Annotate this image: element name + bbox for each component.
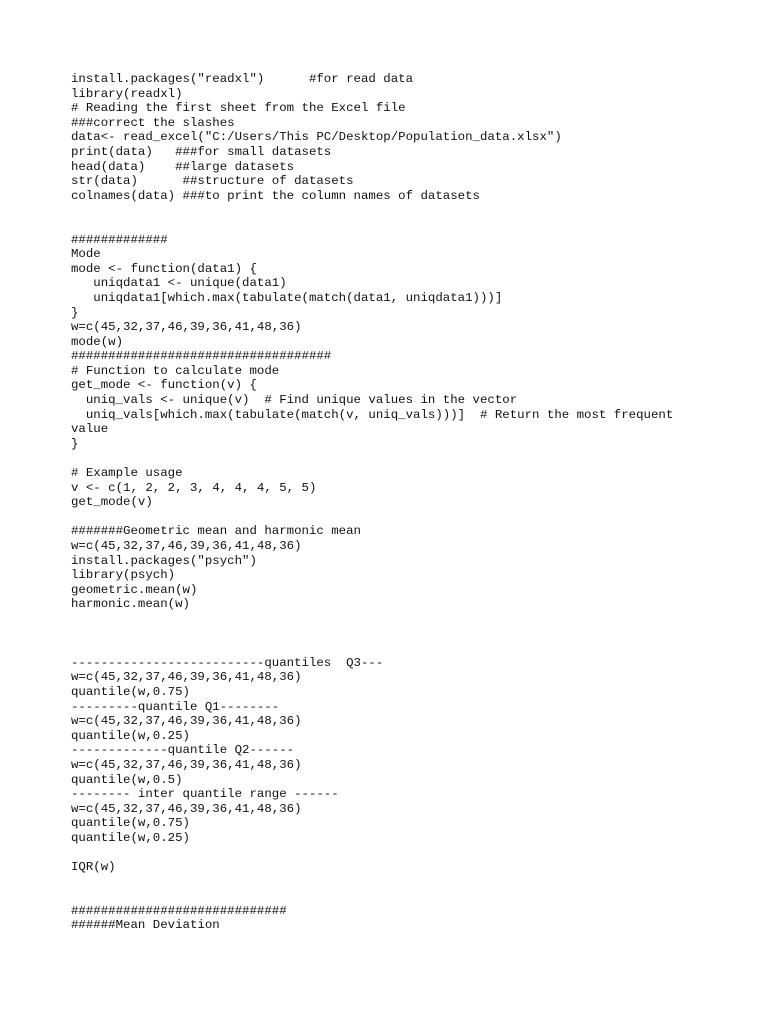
code-line [71, 612, 751, 627]
code-line: install.packages("readxl") #for read data [71, 72, 414, 86]
code-line: quantile(w,0.25) [71, 728, 190, 743]
code-line: geometric.mean(w) [71, 582, 198, 597]
code-line: #######Geometric mean and harmonic mean [71, 524, 361, 539]
code-line: uniqdata1[which.max(tabulate(match(data1, uniqdata1)))] [71, 290, 503, 305]
code-line: w=c(45,32,37,46,39,36,41,48,36) [71, 714, 302, 729]
code-line: v <- c(1, 2, 2, 3, 4, 4, 4, 5, 5) [71, 480, 317, 495]
code-line: print(data) ###for small datasets [71, 144, 332, 159]
code-line: quantile(w,0.75) [71, 684, 190, 699]
code-line: quantile(w,0.5) [71, 772, 183, 787]
code-line: value [71, 422, 109, 437]
code-line: data<- read_excel("C:/Users/This PC/Desktop/Population_data.xlsx") [71, 130, 562, 145]
code-line [71, 203, 751, 218]
code-line: get_mode(v) [71, 495, 153, 510]
code-line: -------------quantile Q2------ [71, 743, 295, 758]
code-line: quantile(w,0.25) [71, 830, 190, 845]
code-line: w=c(45,32,37,46,39,36,41,48,36) [71, 757, 302, 772]
code-line: # Function to calculate mode [71, 363, 280, 378]
code-line: ################################### [71, 349, 332, 364]
code-line [71, 641, 751, 656]
code-line: ############# [71, 232, 168, 247]
code-line: ############################# [71, 903, 287, 918]
code-line: get_mode <- function(v) { [71, 378, 257, 393]
code-line: w=c(45,32,37,46,39,36,41,48,36) [71, 801, 302, 816]
code-line: IQR(w) [71, 860, 116, 875]
code-line [71, 845, 751, 860]
code-line: harmonic.mean(w) [71, 597, 190, 612]
code-line: # Example usage [71, 466, 183, 481]
code-line: mode(w) [71, 334, 124, 349]
code-line: quantile(w,0.75) [71, 816, 190, 831]
code-line: ######Mean Deviation [71, 918, 220, 933]
code-line [71, 627, 751, 642]
code-line [71, 875, 751, 890]
code-text-block [71, 72, 751, 933]
code-line: --------------------------quantiles Q3--- [71, 655, 384, 670]
code-line: head(data) ##large datasets [71, 159, 295, 174]
code-line [71, 451, 751, 466]
code-line: } [71, 305, 79, 320]
code-line: } [71, 436, 79, 451]
code-line: install.packages("psych") [71, 553, 257, 568]
code-line: # Reading the first sheet from the Excel file [71, 101, 406, 116]
code-line: ---------quantile Q1-------- [71, 699, 280, 714]
code-line: w=c(45,32,37,46,39,36,41,48,36) [71, 539, 302, 553]
code-line [71, 889, 751, 904]
code-line: str(data) ##structure of datasets [71, 174, 354, 189]
code-line [71, 218, 751, 233]
code-line: uniq_vals[which.max(tabulate(match(v, uniq_vals)))] # Return the most frequent [71, 407, 674, 422]
code-line: ###correct the slashes [71, 115, 235, 130]
code-line: uniq_vals <- unique(v) # Find unique values in the vector [71, 393, 518, 408]
code-line: Mode [71, 247, 101, 262]
code-line: library(readxl) [71, 86, 183, 101]
code-line: mode <- function(data1) { [71, 261, 257, 276]
code-line: library(psych) [71, 568, 176, 583]
code-line: uniqdata1 <- unique(data1) [71, 276, 287, 291]
code-line: w=c(45,32,37,46,39,36,41,48,36) [71, 320, 302, 335]
code-line: colnames(data) ###to print the column names of datasets [71, 188, 480, 203]
code-line: -------- inter quantile range ------ [71, 787, 339, 802]
code-line: w=c(45,32,37,46,39,36,41,48,36) [71, 670, 302, 685]
code-line [71, 510, 751, 525]
